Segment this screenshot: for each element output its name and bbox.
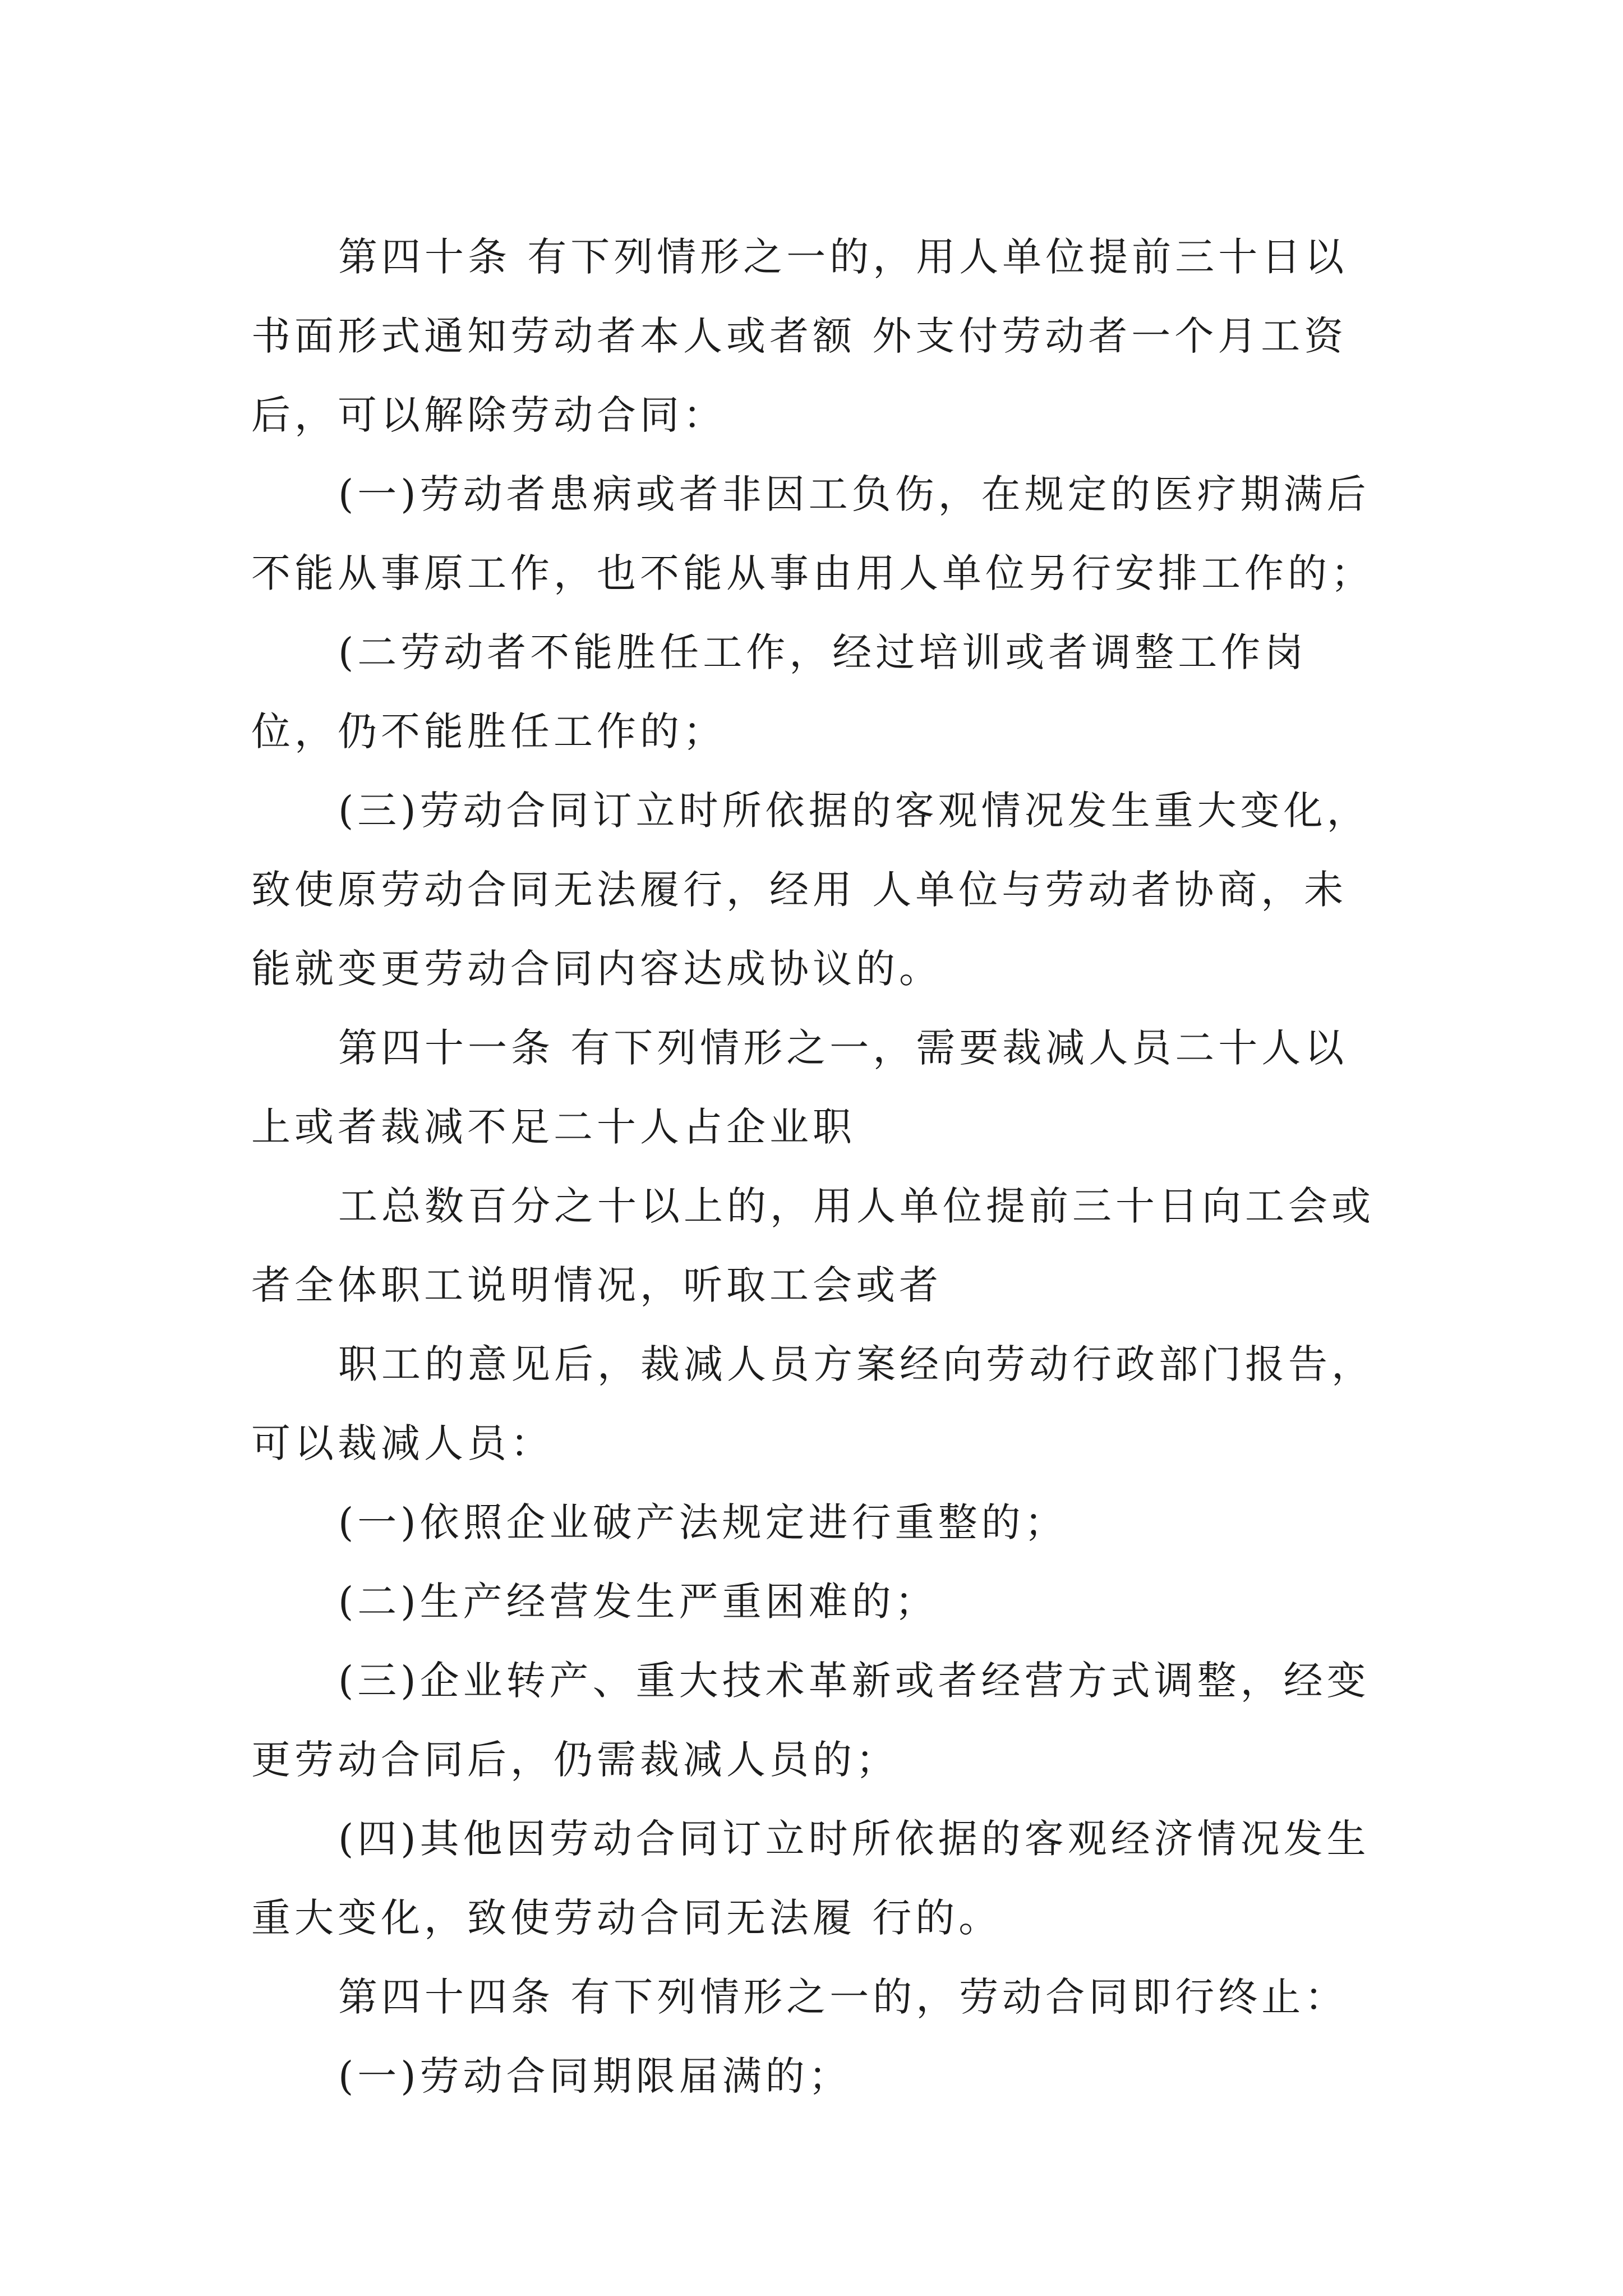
article-40-paragraph: 第四十条 有下列情形之一的，用人单位提前三十日以书面形式通知劳动者本人或者额 外支付劳动者一个月工资后，可以解除劳动合同： — [251, 234, 1348, 438]
article-40-item-3: (三)劳动合同订立时所依据的客观情况发生重大变化，致使原劳动合同无法履行，经用 人单位与劳动者协商，未能就变更劳动合同内容达成协议的。 — [251, 788, 1370, 992]
article-40-item-1: (一)劳动者患病或者非因工负伤，在规定的医疗期满后不能从事原工作，也不能从事由用人单位另行安排工作的； — [251, 471, 1374, 596]
article-41-item-3: (三)企业转产、重大技术革新或者经营方式调整，经变更劳动合同后，仍需裁减人员的； — [251, 1658, 1370, 1783]
article-41-paragraph: 第四十一条 有下列情形之一，需要裁减人员二十人以上或者裁减不足二十人占企业职 — [251, 1025, 1348, 1150]
article-41-continuation-2: 职工的意见后，裁减人员方案经向劳动行政部门报告，可以裁减人员： — [251, 1341, 1375, 1466]
article-41-item-1: (一)依照企业破产法规定进行重整的； — [338, 1499, 1068, 1545]
article-40-item-2: (二劳动者不能胜任工作，经过培训或者调整工作岗位，仍不能胜任工作的； — [251, 629, 1308, 754]
article-41-item-2: (二)生产经营发生严重困难的； — [338, 1579, 938, 1625]
article-44-paragraph: 第四十四条 有下列情形之一的，劳动合同即行终止： — [338, 1974, 1348, 2020]
document-body — [251, 218, 1378, 2116]
article-44-item-1: (一)劳动合同期限届满的； — [338, 2053, 852, 2099]
article-41-item-4: (四)其他因劳动合同订立时所依据的客观经济情况发生重大变化，致使劳动合同无法履 行的。 — [251, 1816, 1370, 1941]
article-41-continuation-1: 工总数百分之十以上的，用人单位提前三十日向工会或者全体职工说明情况，听取工会或者 — [251, 1183, 1375, 1308]
